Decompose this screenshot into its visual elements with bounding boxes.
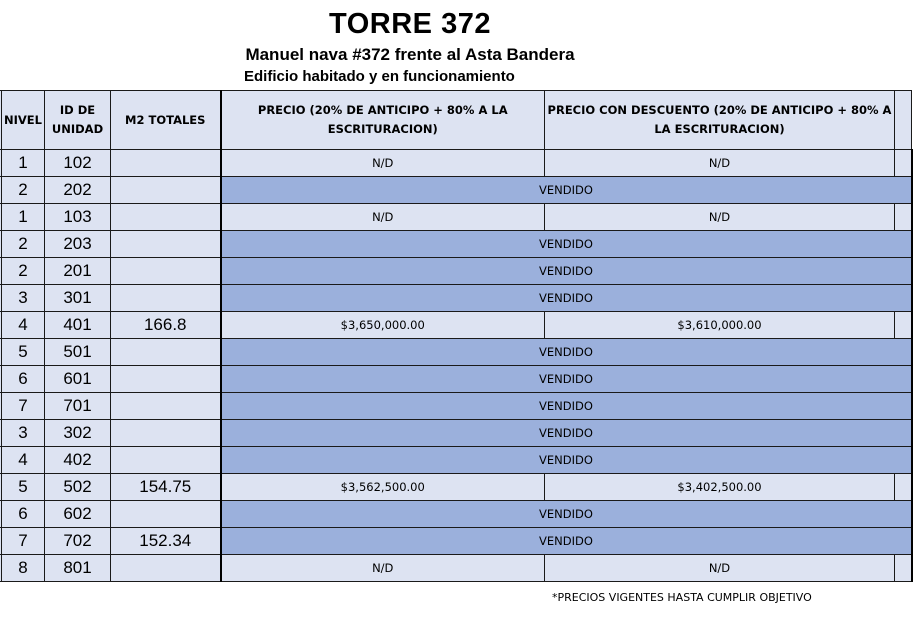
m2-cell [111,258,221,285]
sold-status-cell: VENDIDO [221,501,912,528]
m2-cell [111,555,221,582]
table-row [0,177,912,204]
table-row [0,501,912,528]
sold-status-cell: VENDIDO [221,177,912,204]
header-id-unidad: ID DE UNIDAD [45,91,111,150]
unit-id-cell: 401 [45,312,111,339]
row-overflow-cell [895,204,912,231]
nivel-cell: 2 [2,258,45,285]
unit-id-cell: 602 [45,501,111,528]
table-row [0,258,912,285]
m2-cell [111,447,221,474]
unit-id-cell: 501 [45,339,111,366]
m2-cell: 166.8 [111,312,221,339]
page-title: TORRE 372 [329,8,491,40]
unit-id-cell: 502 [45,474,111,501]
m2-cell [111,150,221,177]
discount-price-cell: N/D [545,204,895,231]
m2-cell [111,339,221,366]
table-body [0,150,912,582]
nivel-cell: 4 [2,312,45,339]
table-row [0,339,912,366]
nivel-cell: 7 [2,528,45,555]
m2-cell [111,393,221,420]
unit-id-cell: 102 [45,150,111,177]
unit-id-cell: 301 [45,285,111,312]
price-cell: $3,562,500.00 [221,474,545,501]
unit-id-cell: 202 [45,177,111,204]
sold-status-cell: VENDIDO [221,393,912,420]
sold-status-cell: VENDIDO [221,528,912,555]
sold-status-cell: VENDIDO [221,447,912,474]
address-subtitle: Manuel nava #372 frente al Asta Bandera [245,45,575,64]
table-row [0,447,912,474]
discount-price-cell: $3,402,500.00 [545,474,895,501]
units-price-table [0,90,913,582]
price-cell: N/D [221,204,545,231]
m2-cell [111,285,221,312]
table-row [0,420,912,447]
unit-id-cell: 702 [45,528,111,555]
building-status-note: Edificio habitado y en funcionamiento [244,68,515,85]
nivel-cell: 2 [2,231,45,258]
discount-price-cell: N/D [545,555,895,582]
row-overflow-cell [895,555,912,582]
nivel-cell: 6 [2,501,45,528]
row-overflow-cell [895,312,912,339]
m2-cell [111,177,221,204]
table-row [0,555,912,582]
unit-id-cell: 601 [45,366,111,393]
price-cell: $3,650,000.00 [221,312,545,339]
m2-cell [111,204,221,231]
m2-cell [111,420,221,447]
nivel-cell: 1 [2,204,45,231]
unit-id-cell: 801 [45,555,111,582]
sold-status-cell: VENDIDO [221,339,912,366]
nivel-cell: 3 [2,285,45,312]
header-precio: PRECIO (20% DE ANTICIPO + 80% A LA ESCRITURACION) [221,91,545,150]
m2-cell: 154.75 [111,474,221,501]
unit-id-cell: 103 [45,204,111,231]
table-row [0,204,912,231]
price-validity-note: *PRECIOS VIGENTES HASTA CUMPLIR OBJETIVO [552,591,812,604]
header-precio-descuento: PRECIO CON DESCUENTO (20% DE ANTICIPO + 80% A LA ESCRITURACION) [545,91,895,150]
sold-status-cell: VENDIDO [221,366,912,393]
table-row [0,312,912,339]
nivel-cell: 5 [2,339,45,366]
unit-id-cell: 201 [45,258,111,285]
table-row [0,393,912,420]
table-row [0,285,912,312]
discount-price-cell: $3,610,000.00 [545,312,895,339]
nivel-cell: 8 [2,555,45,582]
unit-id-cell: 701 [45,393,111,420]
header-m2-totales: M2 TOTALES [111,91,221,150]
table-row [0,150,912,177]
table-row [0,528,912,555]
row-overflow-cell [895,474,912,501]
price-cell: N/D [221,150,545,177]
header-nivel: NIVEL [2,91,45,150]
price-list-sheet [0,90,892,586]
sold-status-cell: VENDIDO [221,231,912,258]
table-row [0,474,912,501]
nivel-cell: 6 [2,366,45,393]
nivel-cell: 2 [2,177,45,204]
unit-id-cell: 302 [45,420,111,447]
sold-status-cell: VENDIDO [221,420,912,447]
nivel-cell: 4 [2,447,45,474]
sold-status-cell: VENDIDO [221,285,912,312]
table-header-row [0,91,912,150]
nivel-cell: 1 [2,150,45,177]
nivel-cell: 3 [2,420,45,447]
m2-cell [111,366,221,393]
discount-price-cell: N/D [545,150,895,177]
table-row [0,231,912,258]
row-overflow-cell [895,150,912,177]
header-overflow-cell [895,91,912,150]
m2-cell [111,501,221,528]
sold-status-cell: VENDIDO [221,258,912,285]
nivel-cell: 7 [2,393,45,420]
price-cell: N/D [221,555,545,582]
table-row [0,366,912,393]
nivel-cell: 5 [2,474,45,501]
m2-cell: 152.34 [111,528,221,555]
m2-cell [111,231,221,258]
unit-id-cell: 203 [45,231,111,258]
unit-id-cell: 402 [45,447,111,474]
